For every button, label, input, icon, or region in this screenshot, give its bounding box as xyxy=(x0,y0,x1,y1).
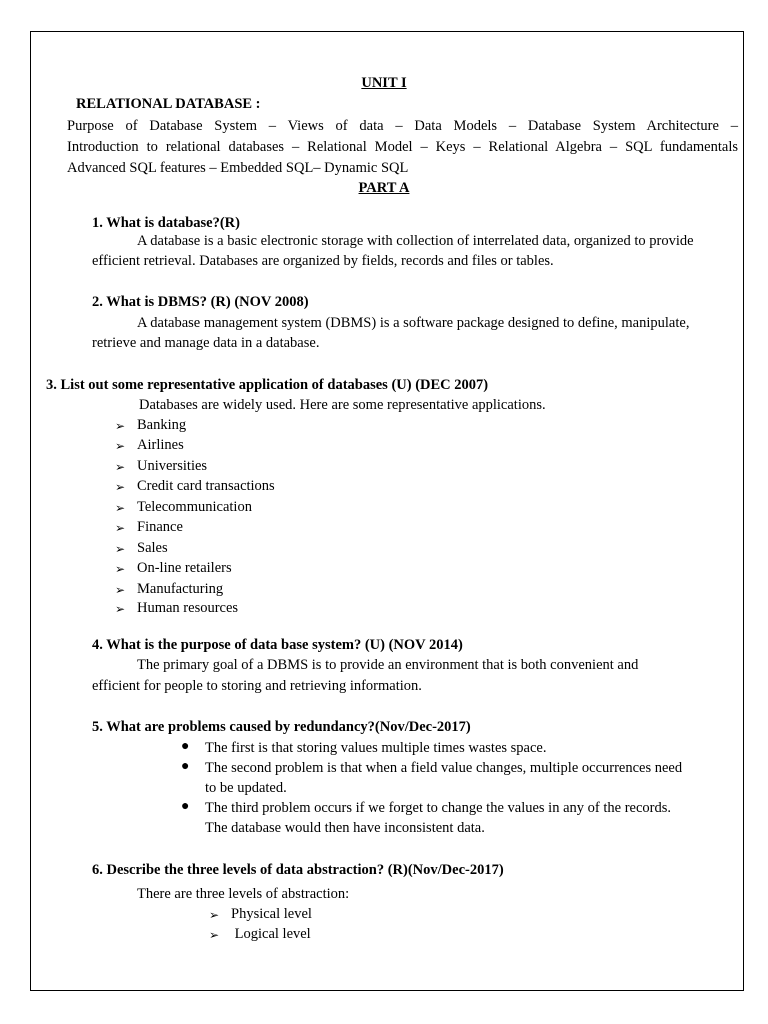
arrow-bullet-icon: ➢ xyxy=(115,602,126,616)
arrow-bullet-icon: ➢ xyxy=(115,419,126,433)
list-item-label: Universities xyxy=(137,458,208,474)
answer-4-line-2: efficient for people to storing and retrieving information. xyxy=(92,678,422,694)
list-item-label: On-line retailers xyxy=(137,560,232,576)
unit-title: UNIT I xyxy=(361,75,407,91)
list-item-label: Credit card transactions xyxy=(137,478,275,494)
question-1: 1. What is database?(R) xyxy=(92,215,240,231)
syllabus-line-2: Introduction to relational databases – Relational Model – Keys – Relational Algebra – SQL fundamentals xyxy=(67,139,738,155)
bullet-dot-icon: ● xyxy=(181,799,190,814)
syllabus-line-3: Advanced SQL features – Embedded SQL– Dynamic SQL xyxy=(67,160,409,176)
list-item-line: The first is that storing values multiple times wastes space. xyxy=(205,740,547,756)
list-item-label: Logical level xyxy=(231,926,311,942)
list-item-line: The database would then have inconsistent data. xyxy=(205,820,485,836)
arrow-bullet-icon: ➢ xyxy=(115,542,126,556)
arrow-bullet-icon: ➢ xyxy=(115,501,126,515)
answer-1-line-2: efficient retrieval. Databases are organized by fields, records and files or tables. xyxy=(92,253,554,269)
arrow-bullet-icon: ➢ xyxy=(209,928,220,942)
syllabus-line-1: Purpose of Database System – Views of data – Data Models – Database System Architecture – xyxy=(67,118,738,134)
list-item-label: Sales xyxy=(137,540,168,556)
list-item-line: The third problem occurs if we forget to change the values in any of the records. xyxy=(205,800,671,816)
list-item-line: The second problem is that when a field value changes, multiple occurrences need xyxy=(205,760,683,776)
bullet-dot-icon: ● xyxy=(181,739,190,754)
arrow-bullet-icon: ➢ xyxy=(115,562,126,576)
question-2: 2. What is DBMS? (R) (NOV 2008) xyxy=(92,294,309,310)
list-item-label: Airlines xyxy=(137,437,184,453)
list-item-label: Telecommunication xyxy=(137,499,252,515)
arrow-bullet-icon: ➢ xyxy=(115,480,126,494)
answer-3-intro: Databases are widely used. Here are some representative applications. xyxy=(139,397,546,413)
question-5: 5. What are problems caused by redundancy?(Nov/Dec-2017) xyxy=(92,719,471,735)
arrow-bullet-icon: ➢ xyxy=(115,583,126,597)
list-item-label: Manufacturing xyxy=(137,581,224,597)
bullet-dot-icon: ● xyxy=(181,759,190,774)
list-item-label: Physical level xyxy=(231,906,312,922)
list-item-label: Banking xyxy=(137,417,187,433)
question-3: 3. List out some representative application of databases (U) (DEC 2007) xyxy=(46,377,489,393)
answer-2-line-1: A database management system (DBMS) is a software package designed to define, manipulate, xyxy=(137,315,690,331)
arrow-bullet-icon: ➢ xyxy=(115,460,126,474)
question-4: 4. What is the purpose of data base system? (U) (NOV 2014) xyxy=(92,637,463,653)
list-item-label: Human resources xyxy=(137,600,239,616)
arrow-bullet-icon: ➢ xyxy=(115,439,126,453)
answer-4-line-1: The primary goal of a DBMS is to provide an environment that is both convenient and xyxy=(137,657,639,673)
part-title: PART A xyxy=(358,180,410,196)
arrow-bullet-icon: ➢ xyxy=(115,521,126,535)
answer-1-line-1: A database is a basic electronic storage with collection of interrelated data, organized to provide xyxy=(137,233,694,249)
answer-2-line-2: retrieve and manage data in a database. xyxy=(92,335,320,351)
list-item-line: to be updated. xyxy=(205,780,287,796)
section-title: RELATIONAL DATABASE : xyxy=(76,96,261,112)
question-6: 6. Describe the three levels of data abstraction? (R)(Nov/Dec-2017) xyxy=(92,862,504,878)
arrow-bullet-icon: ➢ xyxy=(209,908,220,922)
list-item-label: Finance xyxy=(137,519,183,535)
answer-6-intro: There are three levels of abstraction: xyxy=(137,886,350,902)
